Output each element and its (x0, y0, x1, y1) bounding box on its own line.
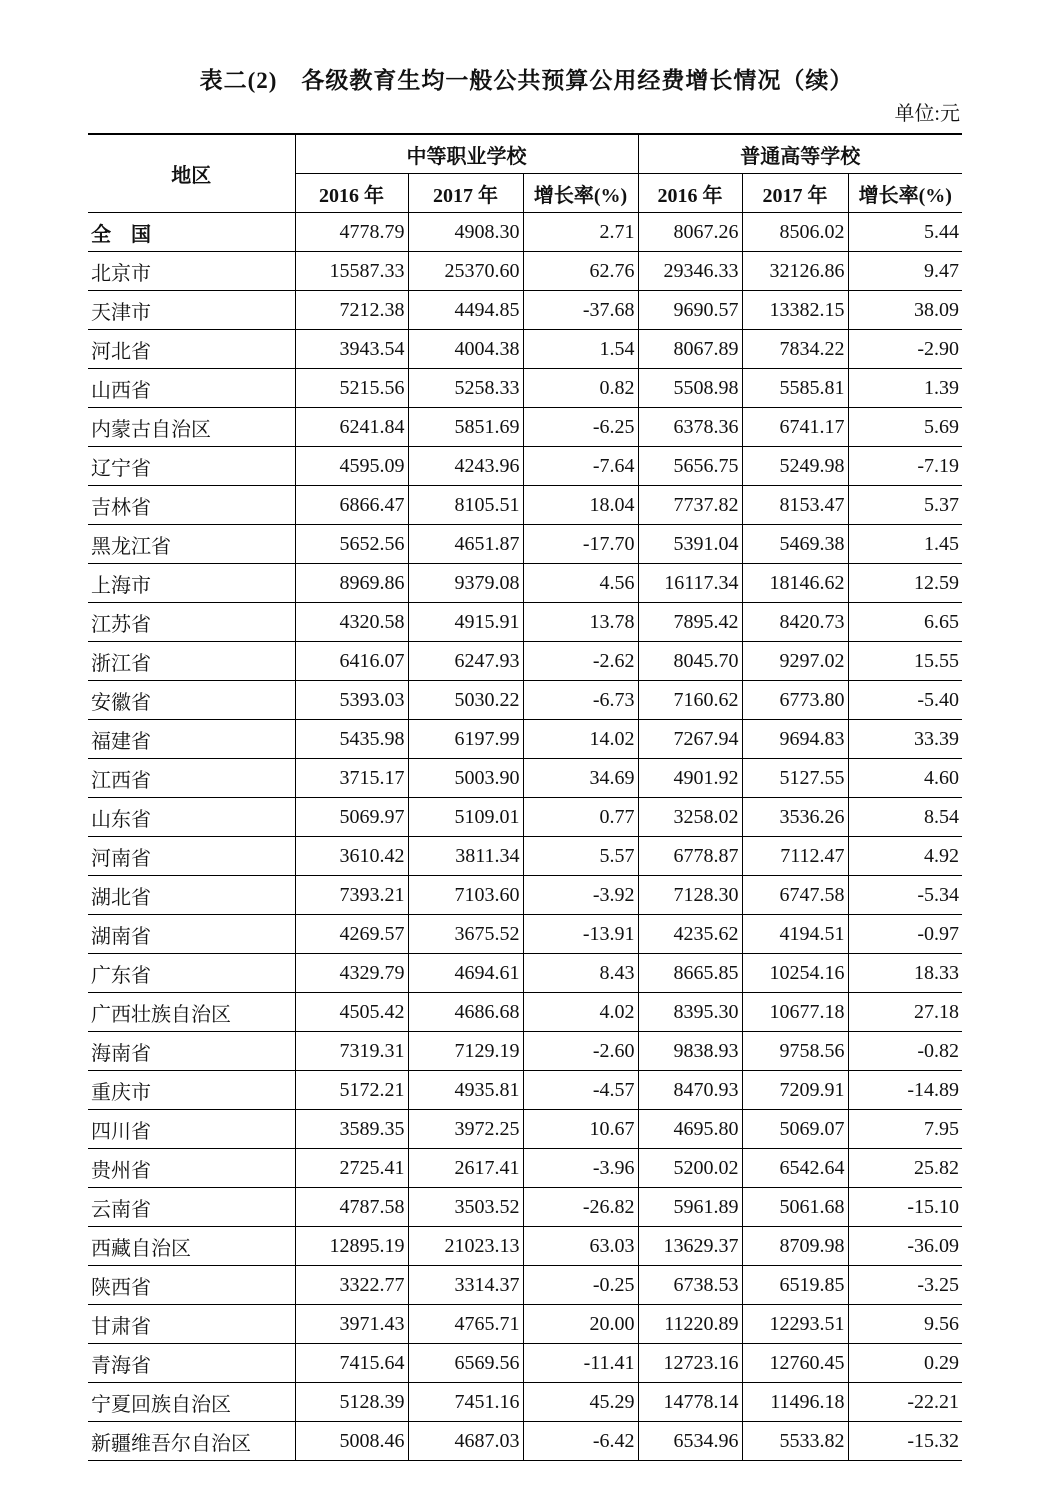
vocational-2017-cell: 5258.33 (408, 369, 523, 408)
higher-2016-cell: 5508.98 (638, 369, 742, 408)
vocational-2017-cell: 4915.91 (408, 603, 523, 642)
vocational-2017-cell: 3972.25 (408, 1110, 523, 1149)
table-row (88, 330, 962, 369)
table-row (88, 252, 962, 291)
higher-rate-cell: 27.18 (848, 993, 962, 1032)
higher-rate-cell: 5.44 (848, 213, 962, 252)
vocational-rate-header: 增长率(%) (523, 174, 638, 213)
table-row (88, 369, 962, 408)
higher-2016-cell: 16117.34 (638, 564, 742, 603)
higher-2016-cell: 6534.96 (638, 1422, 742, 1461)
table-row (88, 1071, 962, 1110)
vocational-2017-cell: 4651.87 (408, 525, 523, 564)
vocational-rate-cell: -2.60 (523, 1032, 638, 1071)
higher-2016-cell: 4235.62 (638, 915, 742, 954)
table-row (88, 1032, 962, 1071)
region-cell: 山东省 (88, 798, 295, 837)
higher-2017-cell: 7112.47 (742, 837, 848, 876)
region-cell: 辽宁省 (88, 447, 295, 486)
vocational-2016-cell: 4778.79 (295, 213, 408, 252)
vocational-2017-cell: 3811.34 (408, 837, 523, 876)
vocational-rate-cell: 4.56 (523, 564, 638, 603)
higher-2016-cell: 5656.75 (638, 447, 742, 486)
vocational-2016-cell: 4329.79 (295, 954, 408, 993)
region-cell: 上海市 (88, 564, 295, 603)
vocational-2016-cell: 4505.42 (295, 993, 408, 1032)
vocational-2016-cell: 6241.84 (295, 408, 408, 447)
vocational-rate-cell: 20.00 (523, 1305, 638, 1344)
region-cell: 内蒙古自治区 (88, 408, 295, 447)
vocational-2017-cell: 6569.56 (408, 1344, 523, 1383)
higher-2016-cell: 9838.93 (638, 1032, 742, 1071)
higher-2017-cell: 18146.62 (742, 564, 848, 603)
higher-2016-cell: 6778.87 (638, 837, 742, 876)
vocational-2016-cell: 5128.39 (295, 1383, 408, 1422)
vocational-2017-cell: 5851.69 (408, 408, 523, 447)
higher-2016-header: 2016 年 (638, 174, 742, 213)
region-cell: 宁夏回族自治区 (88, 1383, 295, 1422)
table-row (88, 291, 962, 330)
table-row (88, 642, 962, 681)
vocational-2017-cell: 5030.22 (408, 681, 523, 720)
vocational-rate-cell: -11.41 (523, 1344, 638, 1383)
table-row (88, 447, 962, 486)
higher-2017-header: 2017 年 (742, 174, 848, 213)
vocational-2017-cell: 4935.81 (408, 1071, 523, 1110)
vocational-2017-cell: 7103.60 (408, 876, 523, 915)
region-header: 地区 (88, 134, 295, 213)
higher-rate-cell: -0.82 (848, 1032, 962, 1071)
table-row (88, 408, 962, 447)
higher-rate-cell: 5.69 (848, 408, 962, 447)
region-cell: 湖南省 (88, 915, 295, 954)
vocational-rate-cell: 14.02 (523, 720, 638, 759)
region-cell: 海南省 (88, 1032, 295, 1071)
table-row (88, 759, 962, 798)
higher-2017-cell: 6773.80 (742, 681, 848, 720)
higher-rate-cell: -5.34 (848, 876, 962, 915)
vocational-2017-cell: 4694.61 (408, 954, 523, 993)
region-cell: 山西省 (88, 369, 295, 408)
vocational-rate-cell: -3.96 (523, 1149, 638, 1188)
higher-2017-cell: 8506.02 (742, 213, 848, 252)
vocational-2016-cell: 5393.03 (295, 681, 408, 720)
vocational-2017-cell: 7451.16 (408, 1383, 523, 1422)
higher-2017-cell: 3536.26 (742, 798, 848, 837)
vocational-2016-cell: 5008.46 (295, 1422, 408, 1461)
higher-2017-cell: 5585.81 (742, 369, 848, 408)
higher-2017-cell: 32126.86 (742, 252, 848, 291)
vocational-rate-cell: 4.02 (523, 993, 638, 1032)
higher-2016-cell: 5391.04 (638, 525, 742, 564)
higher-2016-cell: 8067.89 (638, 330, 742, 369)
higher-rate-cell: -36.09 (848, 1227, 962, 1266)
higher-2017-cell: 11496.18 (742, 1383, 848, 1422)
higher-2017-cell: 9694.83 (742, 720, 848, 759)
unit-label: 单位:元 (894, 103, 960, 125)
region-cell: 湖北省 (88, 876, 295, 915)
table-row (88, 1227, 962, 1266)
vocational-rate-cell: 1.54 (523, 330, 638, 369)
higher-2016-cell: 4901.92 (638, 759, 742, 798)
vocational-2016-cell: 7415.64 (295, 1344, 408, 1383)
vocational-rate-cell: 13.78 (523, 603, 638, 642)
higher-rate-cell: 8.54 (848, 798, 962, 837)
higher-2017-cell: 12293.51 (742, 1305, 848, 1344)
table-row (88, 915, 962, 954)
region-cell: 浙江省 (88, 642, 295, 681)
higher-rate-cell: 33.39 (848, 720, 962, 759)
higher-2016-cell: 8470.93 (638, 1071, 742, 1110)
vocational-rate-cell: -0.25 (523, 1266, 638, 1305)
vocational-2017-cell: 4004.38 (408, 330, 523, 369)
vocational-2016-cell: 3610.42 (295, 837, 408, 876)
higher-2016-cell: 9690.57 (638, 291, 742, 330)
higher-2017-cell: 4194.51 (742, 915, 848, 954)
education-funding-table (88, 133, 962, 1461)
region-cell: 贵州省 (88, 1149, 295, 1188)
higher-2016-cell: 5961.89 (638, 1188, 742, 1227)
region-cell: 福建省 (88, 720, 295, 759)
region-cell: 江西省 (88, 759, 295, 798)
vocational-2016-cell: 7212.38 (295, 291, 408, 330)
higher-rate-cell: -7.19 (848, 447, 962, 486)
higher-2016-cell: 8665.85 (638, 954, 742, 993)
region-cell: 甘肃省 (88, 1305, 295, 1344)
vocational-rate-cell: -37.68 (523, 291, 638, 330)
higher-2016-cell: 7737.82 (638, 486, 742, 525)
table-row (88, 213, 962, 252)
higher-rate-cell: 1.45 (848, 525, 962, 564)
vocational-2016-cell: 3971.43 (295, 1305, 408, 1344)
vocational-2017-cell: 21023.13 (408, 1227, 523, 1266)
higher-rate-cell: 9.47 (848, 252, 962, 291)
vocational-rate-cell: 63.03 (523, 1227, 638, 1266)
vocational-rate-cell: 62.76 (523, 252, 638, 291)
higher-education-header: 普通高等学校 (638, 134, 962, 174)
higher-rate-cell: -14.89 (848, 1071, 962, 1110)
higher-rate-cell: -3.25 (848, 1266, 962, 1305)
higher-2017-cell: 7834.22 (742, 330, 848, 369)
vocational-rate-cell: 5.57 (523, 837, 638, 876)
higher-2017-cell: 9297.02 (742, 642, 848, 681)
higher-rate-cell: 6.65 (848, 603, 962, 642)
higher-2017-cell: 12760.45 (742, 1344, 848, 1383)
higher-2017-cell: 10254.16 (742, 954, 848, 993)
region-cell: 黑龙江省 (88, 525, 295, 564)
vocational-2016-cell: 5435.98 (295, 720, 408, 759)
higher-2017-cell: 5069.07 (742, 1110, 848, 1149)
higher-2017-cell: 6747.58 (742, 876, 848, 915)
higher-2017-cell: 5127.55 (742, 759, 848, 798)
vocational-2016-cell: 3715.17 (295, 759, 408, 798)
higher-2016-cell: 12723.16 (638, 1344, 742, 1383)
vocational-2016-cell: 4787.58 (295, 1188, 408, 1227)
vocational-rate-cell: -2.62 (523, 642, 638, 681)
higher-2017-cell: 7209.91 (742, 1071, 848, 1110)
higher-2016-cell: 6738.53 (638, 1266, 742, 1305)
higher-2017-cell: 8153.47 (742, 486, 848, 525)
vocational-2016-cell: 8969.86 (295, 564, 408, 603)
vocational-2017-cell: 4765.71 (408, 1305, 523, 1344)
vocational-2016-cell: 5069.97 (295, 798, 408, 837)
region-cell: 河北省 (88, 330, 295, 369)
table-row (88, 603, 962, 642)
higher-2017-cell: 10677.18 (742, 993, 848, 1032)
higher-rate-cell: -5.40 (848, 681, 962, 720)
table-row (88, 876, 962, 915)
table-row (88, 1149, 962, 1188)
higher-2017-cell: 13382.15 (742, 291, 848, 330)
region-cell: 西藏自治区 (88, 1227, 295, 1266)
vocational-2016-cell: 15587.33 (295, 252, 408, 291)
vocational-rate-cell: -3.92 (523, 876, 638, 915)
table-row (88, 1110, 962, 1149)
table-row (88, 837, 962, 876)
region-cell: 新疆维吾尔自治区 (88, 1422, 295, 1461)
vocational-2017-cell: 25370.60 (408, 252, 523, 291)
vocational-2016-cell: 7319.31 (295, 1032, 408, 1071)
higher-rate-cell: 1.39 (848, 369, 962, 408)
vocational-2017-cell: 6197.99 (408, 720, 523, 759)
higher-rate-header: 增长率(%) (848, 174, 962, 213)
higher-rate-cell: 4.92 (848, 837, 962, 876)
vocational-rate-cell: -17.70 (523, 525, 638, 564)
vocational-rate-cell: 10.67 (523, 1110, 638, 1149)
higher-rate-cell: -15.32 (848, 1422, 962, 1461)
vocational-2016-cell: 4320.58 (295, 603, 408, 642)
vocational-rate-cell: 0.82 (523, 369, 638, 408)
vocational-2016-cell: 5172.21 (295, 1071, 408, 1110)
higher-2017-cell: 5533.82 (742, 1422, 848, 1461)
higher-rate-cell: 7.95 (848, 1110, 962, 1149)
region-cell: 江苏省 (88, 603, 295, 642)
vocational-rate-cell: 8.43 (523, 954, 638, 993)
vocational-2016-cell: 5215.56 (295, 369, 408, 408)
vocational-2016-cell: 5652.56 (295, 525, 408, 564)
region-cell: 吉林省 (88, 486, 295, 525)
vocational-2016-cell: 7393.21 (295, 876, 408, 915)
table-row (88, 720, 962, 759)
table-row (88, 564, 962, 603)
vocational-2016-cell: 6866.47 (295, 486, 408, 525)
higher-rate-cell: -0.97 (848, 915, 962, 954)
vocational-2017-cell: 3503.52 (408, 1188, 523, 1227)
vocational-2016-cell: 3322.77 (295, 1266, 408, 1305)
higher-rate-cell: 38.09 (848, 291, 962, 330)
vocational-2016-header: 2016 年 (295, 174, 408, 213)
vocational-2017-cell: 7129.19 (408, 1032, 523, 1071)
vocational-rate-cell: 2.71 (523, 213, 638, 252)
vocational-2016-cell: 2725.41 (295, 1149, 408, 1188)
vocational-2016-cell: 3943.54 (295, 330, 408, 369)
region-cell: 广西壮族自治区 (88, 993, 295, 1032)
vocational-2016-cell: 12895.19 (295, 1227, 408, 1266)
vocational-rate-cell: -4.57 (523, 1071, 638, 1110)
vocational-2016-cell: 4269.57 (295, 915, 408, 954)
table-row (88, 1344, 962, 1383)
region-cell: 云南省 (88, 1188, 295, 1227)
higher-2016-cell: 13629.37 (638, 1227, 742, 1266)
region-cell: 安徽省 (88, 681, 295, 720)
higher-2016-cell: 14778.14 (638, 1383, 742, 1422)
vocational-rate-cell: -13.91 (523, 915, 638, 954)
table-row (88, 798, 962, 837)
vocational-2017-cell: 4494.85 (408, 291, 523, 330)
higher-rate-cell: 18.33 (848, 954, 962, 993)
higher-rate-cell: 15.55 (848, 642, 962, 681)
vocational-2017-cell: 4687.03 (408, 1422, 523, 1461)
higher-2017-cell: 5249.98 (742, 447, 848, 486)
vocational-2017-cell: 9379.08 (408, 564, 523, 603)
region-cell: 天津市 (88, 291, 295, 330)
region-cell: 重庆市 (88, 1071, 295, 1110)
higher-2016-cell: 8067.26 (638, 213, 742, 252)
higher-2016-cell: 7267.94 (638, 720, 742, 759)
vocational-2017-cell: 5109.01 (408, 798, 523, 837)
vocational-2017-cell: 2617.41 (408, 1149, 523, 1188)
higher-2017-cell: 5061.68 (742, 1188, 848, 1227)
higher-2016-cell: 7160.62 (638, 681, 742, 720)
table-row (88, 1422, 962, 1461)
table-row (88, 954, 962, 993)
vocational-2017-cell: 8105.51 (408, 486, 523, 525)
vocational-rate-cell: 18.04 (523, 486, 638, 525)
region-cell: 河南省 (88, 837, 295, 876)
higher-2016-cell: 6378.36 (638, 408, 742, 447)
vocational-2016-cell: 4595.09 (295, 447, 408, 486)
higher-2017-cell: 9758.56 (742, 1032, 848, 1071)
higher-2016-cell: 7128.30 (638, 876, 742, 915)
higher-2017-cell: 6741.17 (742, 408, 848, 447)
vocational-2016-cell: 3589.35 (295, 1110, 408, 1149)
higher-2017-cell: 8420.73 (742, 603, 848, 642)
higher-rate-cell: 4.60 (848, 759, 962, 798)
higher-2016-cell: 5200.02 (638, 1149, 742, 1188)
vocational-2017-cell: 6247.93 (408, 642, 523, 681)
higher-2017-cell: 6519.85 (742, 1266, 848, 1305)
higher-2016-cell: 8045.70 (638, 642, 742, 681)
vocational-rate-cell: -26.82 (523, 1188, 638, 1227)
higher-rate-cell: 12.59 (848, 564, 962, 603)
region-cell: 北京市 (88, 252, 295, 291)
vocational-school-header: 中等职业学校 (295, 134, 638, 174)
table-row (88, 525, 962, 564)
higher-rate-cell: 5.37 (848, 486, 962, 525)
vocational-rate-cell: 0.77 (523, 798, 638, 837)
higher-2017-cell: 8709.98 (742, 1227, 848, 1266)
vocational-2017-cell: 4686.68 (408, 993, 523, 1032)
table-row (88, 1305, 962, 1344)
region-cell: 青海省 (88, 1344, 295, 1383)
higher-rate-cell: -15.10 (848, 1188, 962, 1227)
table-row (88, 1266, 962, 1305)
region-cell: 陕西省 (88, 1266, 295, 1305)
higher-2016-cell: 11220.89 (638, 1305, 742, 1344)
higher-2016-cell: 8395.30 (638, 993, 742, 1032)
vocational-rate-cell: -6.42 (523, 1422, 638, 1461)
higher-2017-cell: 6542.64 (742, 1149, 848, 1188)
higher-rate-cell: 25.82 (848, 1149, 962, 1188)
table-row (88, 1383, 962, 1422)
region-cell: 全 国 (88, 213, 295, 252)
region-cell: 广东省 (88, 954, 295, 993)
vocational-2017-cell: 3675.52 (408, 915, 523, 954)
table-title: 表二(2) 各级教育生均一般公共预算公用经费增长情况（续） (199, 68, 854, 93)
table-row (88, 1188, 962, 1227)
vocational-rate-cell: -7.64 (523, 447, 638, 486)
table-row (88, 681, 962, 720)
vocational-2017-cell: 5003.90 (408, 759, 523, 798)
vocational-rate-cell: 34.69 (523, 759, 638, 798)
higher-rate-cell: 0.29 (848, 1344, 962, 1383)
higher-2016-cell: 4695.80 (638, 1110, 742, 1149)
table-body (88, 213, 962, 1461)
vocational-2017-cell: 3314.37 (408, 1266, 523, 1305)
higher-rate-cell: -2.90 (848, 330, 962, 369)
higher-rate-cell: 9.56 (848, 1305, 962, 1344)
vocational-2017-cell: 4908.30 (408, 213, 523, 252)
table-row (88, 486, 962, 525)
vocational-2017-cell: 4243.96 (408, 447, 523, 486)
higher-rate-cell: -22.21 (848, 1383, 962, 1422)
vocational-2016-cell: 6416.07 (295, 642, 408, 681)
vocational-rate-cell: 45.29 (523, 1383, 638, 1422)
higher-2016-cell: 7895.42 (638, 603, 742, 642)
higher-2016-cell: 3258.02 (638, 798, 742, 837)
higher-2017-cell: 5469.38 (742, 525, 848, 564)
higher-2016-cell: 29346.33 (638, 252, 742, 291)
vocational-rate-cell: -6.25 (523, 408, 638, 447)
vocational-rate-cell: -6.73 (523, 681, 638, 720)
region-cell: 四川省 (88, 1110, 295, 1149)
vocational-2017-header: 2017 年 (408, 174, 523, 213)
table-row (88, 993, 962, 1032)
